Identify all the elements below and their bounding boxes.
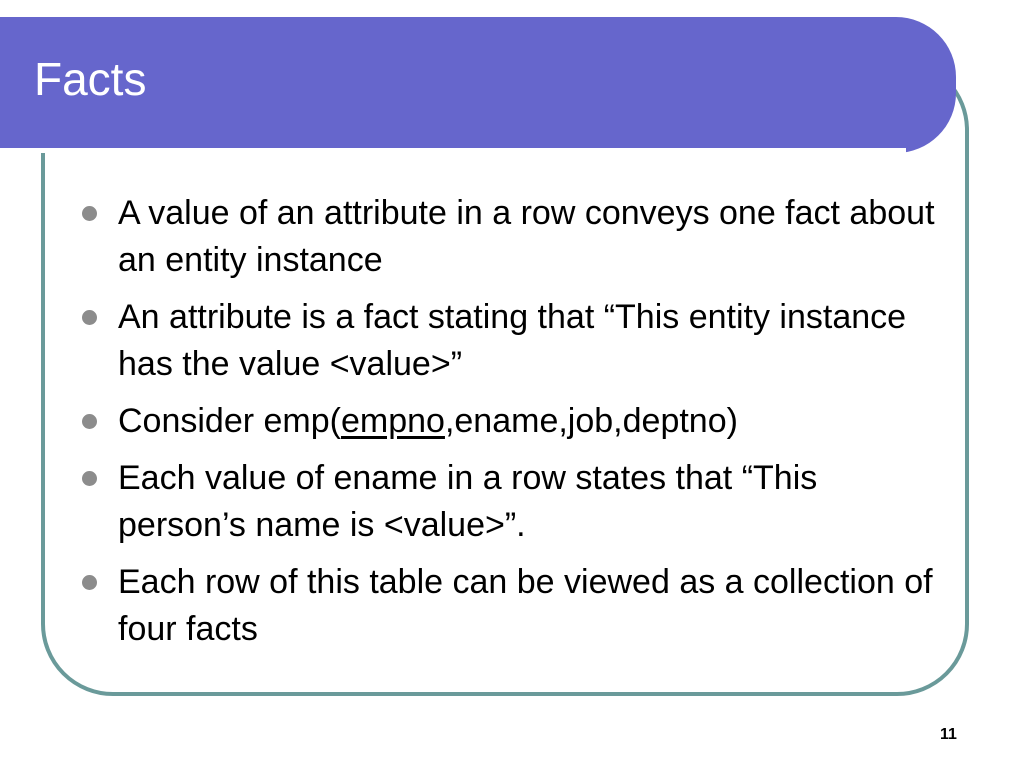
bullet-item <box>82 190 942 284</box>
bullet-dot-icon <box>82 575 97 590</box>
bullet-dot-icon <box>82 471 97 486</box>
bullet-text-prefix: Consider emp( <box>118 402 341 440</box>
bullet-text: Each value of ename in a row states that “This person’s name is <value>”. <box>118 459 818 544</box>
bullet-text: A value of an attribute in a row conveys one fact about an entity instance <box>118 194 935 279</box>
bullet-text: Each row of this table can be viewed as a collection of four facts <box>118 563 933 648</box>
bullet-text-underlined-key: empno <box>340 402 445 440</box>
bullet-dot-icon <box>82 414 97 429</box>
bullet-item <box>82 294 942 388</box>
bullet-item <box>82 455 942 549</box>
bullet-dot-icon <box>82 310 97 325</box>
slide-title: Facts <box>34 53 147 105</box>
bullet-item <box>82 559 942 653</box>
bullet-text: An attribute is a fact stating that “This entity instance has the value <value>” <box>118 298 907 383</box>
slide-number: 11 <box>940 726 957 743</box>
title-underline-rule <box>0 148 906 153</box>
bullet-list <box>82 190 942 663</box>
bullet-text-suffix: ,ename,job,deptno) <box>444 402 738 440</box>
bullet-dot-icon <box>82 206 97 221</box>
bullet-item <box>82 398 942 445</box>
